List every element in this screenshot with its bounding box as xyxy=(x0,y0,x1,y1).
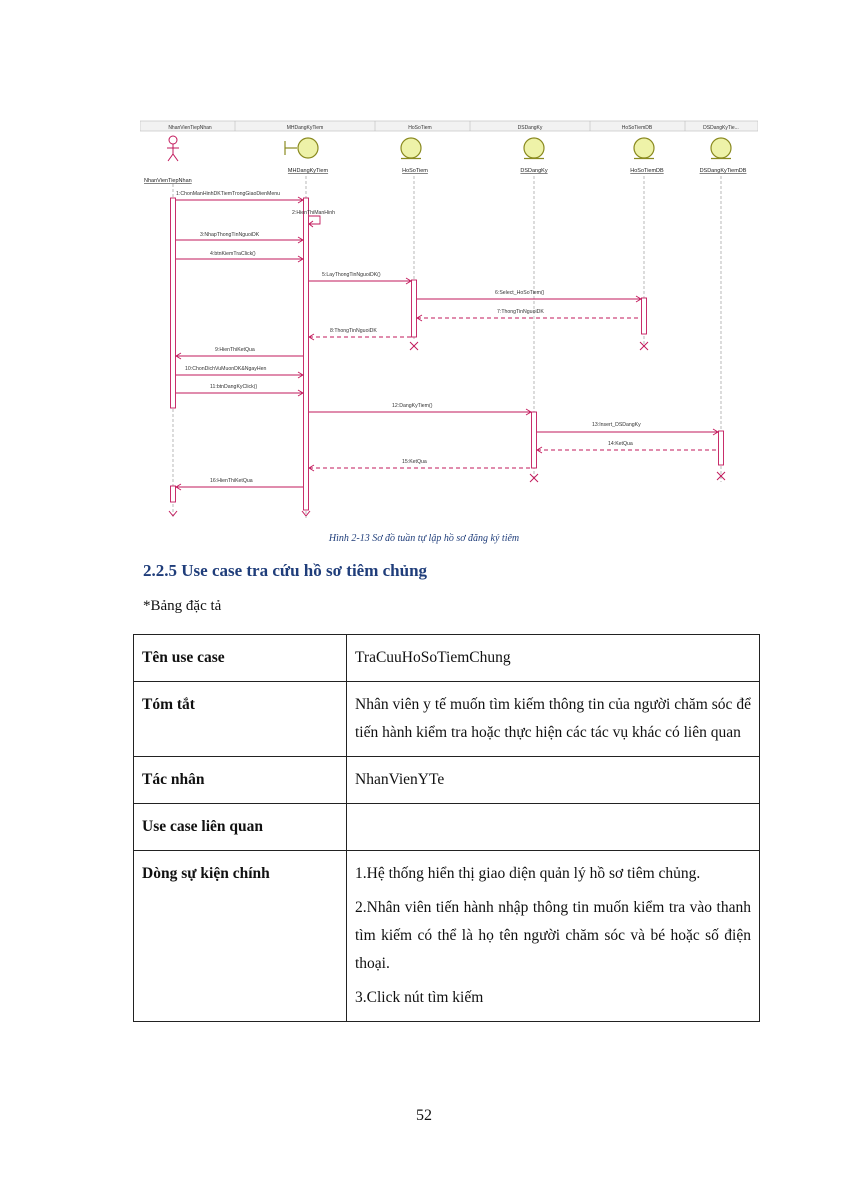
row-value xyxy=(347,851,760,1022)
message-label: 13:Insert_DSDangKy xyxy=(592,422,641,428)
boundary-icon xyxy=(285,138,318,158)
lifeline-label-1: NhanVienTiepNhan xyxy=(144,178,192,184)
message-arrows xyxy=(176,197,718,490)
message-label: 16:HienThiKetQua xyxy=(210,478,253,484)
diagram-header-2: MHDangKyTiem xyxy=(286,125,324,131)
diagram-header-6: DSDangKyTie... xyxy=(703,125,739,131)
entity-icon xyxy=(711,138,731,159)
lifelines xyxy=(173,176,721,518)
message-label: 12:DangKyTiem() xyxy=(392,403,433,409)
row-label: Use case liên quan xyxy=(134,804,347,851)
section-title: 2.2.5 Use case tra cứu hồ sơ tiêm chủng xyxy=(143,561,428,580)
table-row xyxy=(134,851,760,1022)
entity-icon xyxy=(401,138,421,159)
lifeline-label-6: DSDangKyTiemDB xyxy=(699,168,747,174)
sequence-diagram xyxy=(140,118,758,520)
row-label: Tóm tắt xyxy=(134,682,347,757)
message-label: 9:HienThiKetQua xyxy=(215,347,255,353)
activation-bars xyxy=(171,198,724,510)
message-label: 2:HienThiManHinh xyxy=(292,210,335,216)
entity-icon xyxy=(634,138,654,159)
message-label: 4:btnKiemTraClick() xyxy=(210,251,256,257)
figure-caption: Hình 2-13 Sơ đồ tuần tự lập hồ sơ đăng ký tiêm xyxy=(328,533,520,544)
lifeline-label-4: DSDangKy xyxy=(520,168,548,174)
lifeline-label-5: HoSoTiemDB xyxy=(630,168,664,174)
row-label: Dòng sự kiện chính xyxy=(134,851,347,1022)
message-label: 6:Select_HoSoTiem() xyxy=(495,290,545,296)
message-label: 11:btnDangKyClick() xyxy=(210,384,258,390)
message-label: 7:ThongTinNguoiDK xyxy=(497,309,544,315)
table-row xyxy=(134,757,760,804)
page-number: 52 xyxy=(416,1107,432,1124)
flow-step: 3.Click nút tìm kiếm xyxy=(355,989,484,1006)
flow-step: 2.Nhân viên tiến hành nhập thông tin muốn kiểm tra vào thanh tìm kiếm có thể là họ tên người chăm sóc và bé hoặc số điện thoại. xyxy=(355,899,751,972)
row-value: TraCuuHoSoTiemChung xyxy=(347,635,760,682)
lifeline-label-3: HoSoTiem xyxy=(402,168,428,174)
message-label: 5:LayThongTinNguoiDK() xyxy=(322,272,381,278)
table-row xyxy=(134,682,760,757)
message-label: 3:NhapThongTinNguoiDK xyxy=(200,232,260,238)
flow-step: 1.Hệ thống hiển thị giao diện quản lý hồ sơ tiêm chủng. xyxy=(355,865,701,882)
row-value: Nhân viên y tế muốn tìm kiếm thông tin của người chăm sóc để tiến hành kiểm tra hoặc thực hiện các tác vụ khác có liên quan xyxy=(347,682,760,757)
spec-label: *Bảng đặc tả xyxy=(143,598,222,614)
row-label: Tác nhân xyxy=(134,757,347,804)
message-label: 14:KetQua xyxy=(608,441,633,447)
row-value: NhanVienYTe xyxy=(347,757,760,804)
lifeline-label-2: MHDangKyTiem xyxy=(287,168,329,174)
row-value xyxy=(347,804,760,851)
message-label: 15:KetQua xyxy=(402,459,427,465)
row-label: Tên use case xyxy=(134,635,347,682)
table-row xyxy=(134,635,760,682)
diagram-header-1: NhanVienTiepNhan xyxy=(168,125,212,131)
use-case-spec-table xyxy=(133,634,760,1022)
diagram-header-5: HoSoTiemDB xyxy=(621,125,653,131)
actor-icon xyxy=(167,136,179,161)
message-label: 8:ThongTinNguoiDK xyxy=(330,328,377,334)
diagram-header-4: DSDangKy xyxy=(517,125,543,131)
message-label: 1:ChonManHinhDKTiemTrongGiaoDienMenu xyxy=(176,191,280,197)
entity-icon xyxy=(524,138,544,159)
table-row xyxy=(134,804,760,851)
message-label: 10:ChonDichVuMuonDK&NgayHen xyxy=(185,366,267,372)
diagram-header-3: HoSoTiem xyxy=(408,125,432,131)
